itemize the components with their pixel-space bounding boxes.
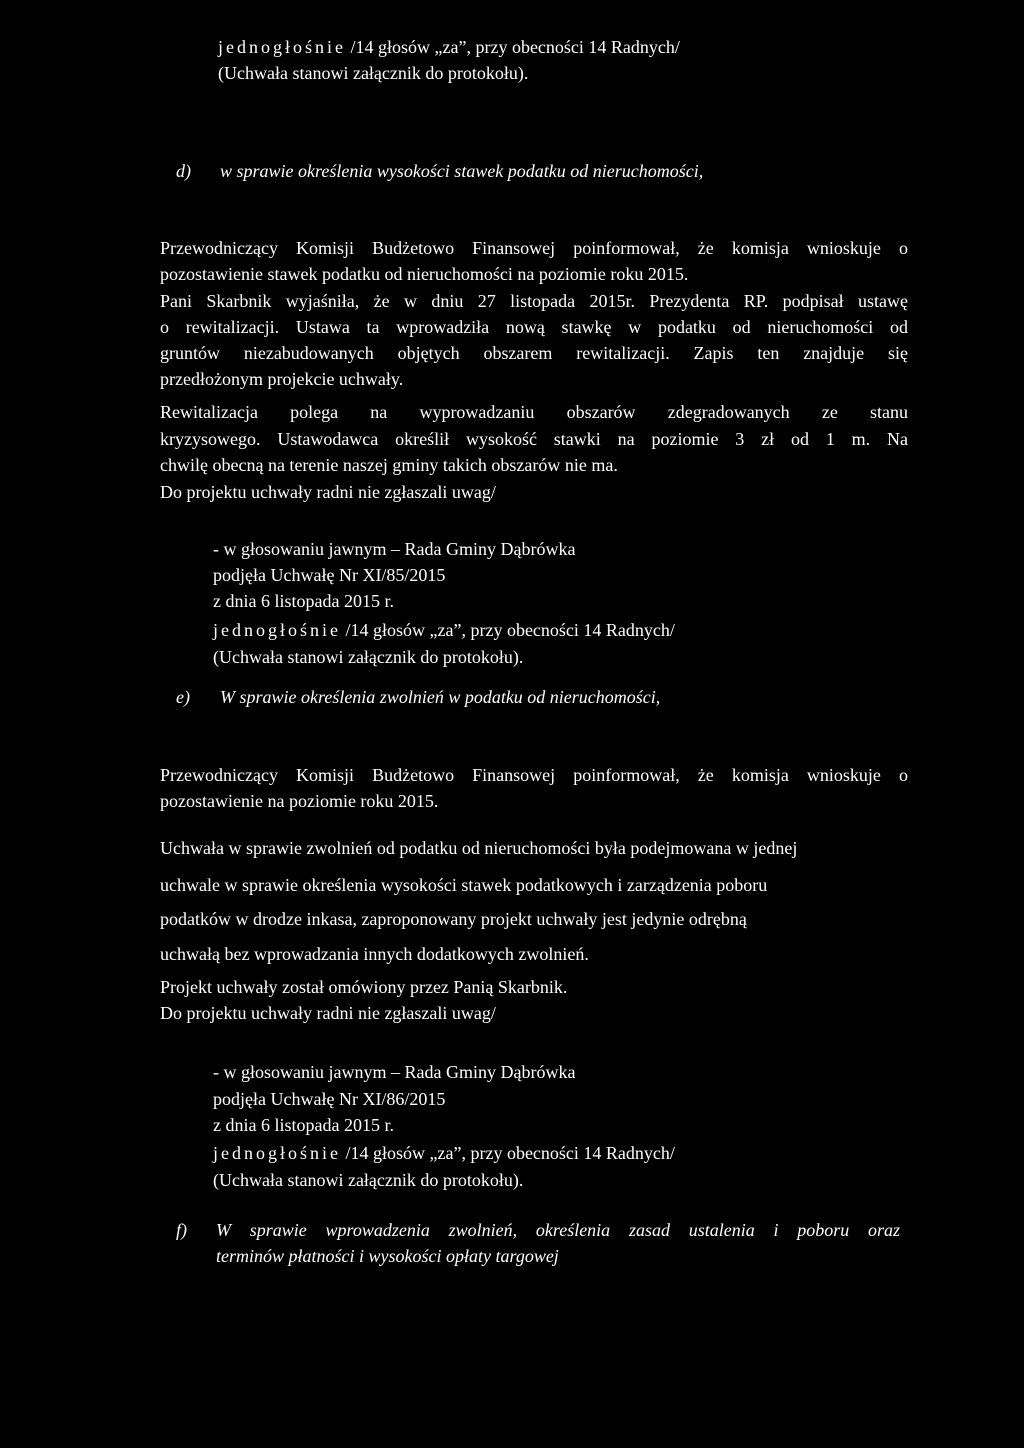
vote-result-line: [213, 619, 675, 641]
section-f-title-line2: terminów płatności i wysokości opłaty targowej: [216, 1246, 559, 1266]
section-e-title: W sprawie określenia zwolnień w podatku od nieruchomości,: [220, 687, 661, 707]
paragraph-line: pozostawienie stawek podatku od nieruchomości na poziomie roku 2015.: [160, 264, 689, 284]
paragraph-line: Rewitalizacja polega na wyprowadzaniu obszarów zdegradowanych ze stanu: [160, 402, 908, 422]
resolution-date-line: z dnia 6 listopada 2015 r.: [213, 591, 394, 611]
section-f-label: f): [176, 1220, 187, 1240]
attachment-note: (Uchwała stanowi załącznik do protokołu).: [213, 647, 524, 667]
paragraph-line: przedłożonym projekcie uchwały.: [160, 369, 404, 389]
resolution-date-line: z dnia 6 listopada 2015 r.: [213, 1115, 394, 1135]
paragraph-line: kryzysowego. Ustawodawca określił wysokość stawki na poziomie 3 zł od 1 m. Na: [160, 429, 908, 449]
resolution-number-line: podjęła Uchwałę Nr XI/86/2015: [213, 1089, 446, 1109]
vote-result-line: [213, 1142, 675, 1164]
section-e-label: e): [176, 687, 190, 707]
paragraph-line: Do projektu uchwały radni nie zgłaszali uwag/: [160, 482, 496, 502]
paragraph-line: Projekt uchwały został omówiony przez Panią Skarbnik.: [160, 977, 568, 997]
paragraph-line: chwilę obecną na terenie naszej gminy takich obszarów nie ma.: [160, 455, 618, 475]
resolution-number-line: podjęła Uchwałę Nr XI/85/2015: [213, 565, 446, 585]
section-d-title: w sprawie określenia wysokości stawek podatku od nieruchomości,: [220, 161, 704, 181]
paragraph-line: Uchwała w sprawie zwolnień od podatku od nieruchomości była podejmowana w jednej: [160, 838, 798, 858]
vote-method-line: - w głosowaniu jawnym – Rada Gminy Dąbrówka: [213, 1062, 576, 1082]
paragraph-line: uchwale w sprawie określenia wysokości stawek podatkowych i zarządzenia poboru: [160, 875, 768, 895]
section-d-label: d): [176, 161, 191, 181]
paragraph-line: gruntów niezabudowanych objętych obszarem rewitalizacji. Zapis ten znajduje się: [160, 343, 908, 363]
vote-word: jednogłośnie: [213, 1143, 341, 1163]
paragraph-line: podatków w drodze inkasa, zaproponowany projekt uchwały jest jedynie odrębną: [160, 909, 747, 929]
section-d-heading: [176, 160, 703, 182]
vote-word: jednogłośnie: [213, 620, 341, 640]
attachment-note: (Uchwała stanowi załącznik do protokołu).: [218, 63, 529, 83]
attachment-note: (Uchwała stanowi załącznik do protokołu).: [213, 1170, 524, 1190]
vote-word: jednogłośnie: [218, 37, 346, 57]
vote-detail: /14 głosów „za”, przy obecności 14 Radnych/: [346, 37, 680, 57]
vote-result-line: [218, 36, 680, 58]
paragraph-line: Pani Skarbnik wyjaśniła, że w dniu 27 listopada 2015r. Prezydenta RP. podpisał ustawę: [160, 291, 908, 311]
paragraph-line: Do projektu uchwały radni nie zgłaszali uwag/: [160, 1003, 496, 1023]
paragraph-line: Przewodniczący Komisji Budżetowo Finansowej poinformował, że komisja wnioskuje o: [160, 765, 908, 785]
vote-method-line: - w głosowaniu jawnym – Rada Gminy Dąbrówka: [213, 539, 576, 559]
paragraph-line: uchwałą bez wprowadzania innych dodatkowych zwolnień.: [160, 944, 589, 964]
paragraph-line: o rewitalizacji. Ustawa ta wprowadziła nową stawkę w podatku od nieruchomości od: [160, 317, 908, 337]
section-e-heading: [176, 686, 660, 708]
paragraph-line: Przewodniczący Komisji Budżetowo Finansowej poinformował, że komisja wnioskuje o: [160, 238, 908, 258]
section-f-title-line1: W sprawie wprowadzenia zwolnień, określenia zasad ustalenia i poboru oraz: [216, 1220, 900, 1240]
vote-detail: /14 głosów „za”, przy obecności 14 Radnych/: [341, 620, 675, 640]
vote-detail: /14 głosów „za”, przy obecności 14 Radnych/: [341, 1143, 675, 1163]
paragraph-line: pozostawienie na poziomie roku 2015.: [160, 791, 439, 811]
section-f-heading: [176, 1219, 900, 1241]
